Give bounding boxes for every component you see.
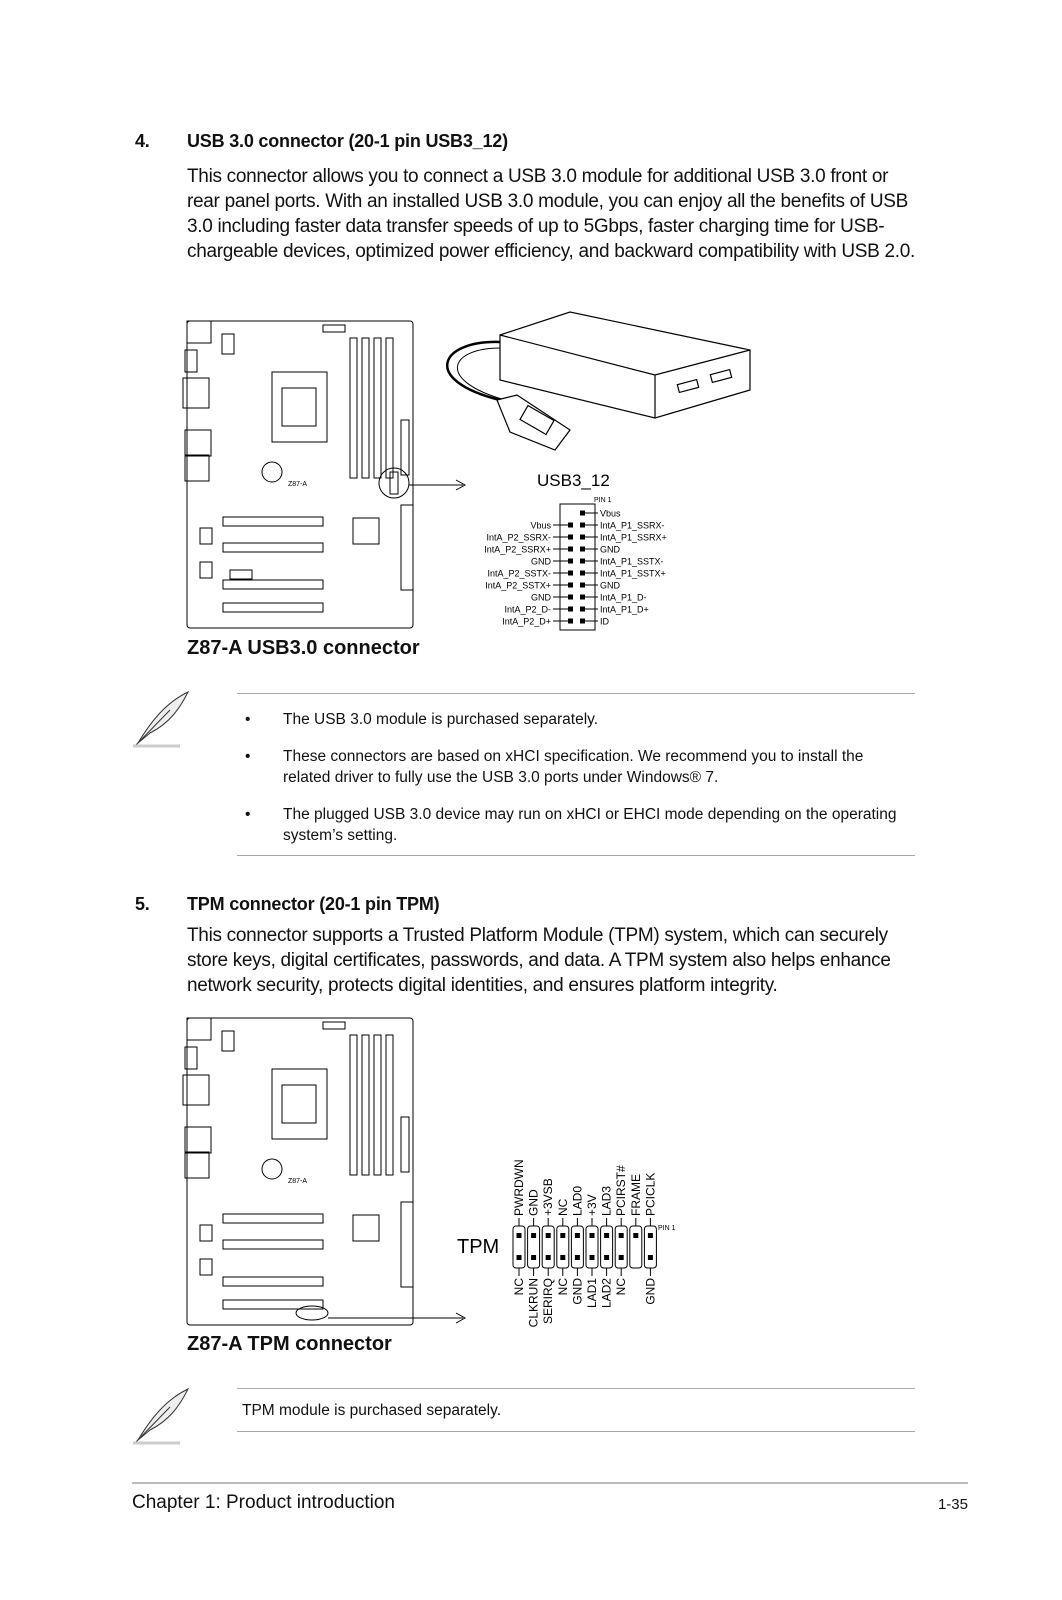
pin: [568, 559, 573, 564]
pin: [619, 1255, 624, 1260]
pin: [575, 1255, 580, 1260]
feather-note-icon: [130, 688, 190, 750]
pin-pair: [586, 1226, 598, 1268]
pin-pair: [644, 1226, 656, 1268]
pin: [517, 1233, 522, 1238]
pin: [633, 1233, 638, 1238]
pin: [568, 619, 573, 624]
pin: [648, 1233, 653, 1238]
feather-note-icon: [130, 1385, 190, 1447]
pin-label-right: IntA_P1_SSTX+: [600, 568, 666, 579]
footer: [132, 1482, 968, 1513]
pin-label-left: GND: [531, 556, 551, 567]
pin-label-left: IntA_P2_D+: [502, 616, 551, 627]
pin: [568, 583, 573, 588]
tpm-caption: Z87-A TPM connector: [187, 1333, 392, 1355]
motherboard-drawing: [183, 1018, 413, 1325]
pin-label-left: Vbus: [530, 520, 551, 531]
pin-label-bottom: GND: [643, 1278, 658, 1305]
pin-pair: [630, 1226, 642, 1268]
pin-label-bottom: SERIRQ: [541, 1278, 556, 1325]
pin: [560, 1255, 565, 1260]
pin: [546, 1233, 551, 1238]
pin-label-bottom: NC: [555, 1278, 570, 1296]
section-title: TPM connector (20-1 pin TPM): [187, 894, 440, 914]
pin: [560, 1233, 565, 1238]
pin: [531, 1255, 536, 1260]
tpm-diagram: [0, 1000, 1062, 1340]
connector-name: TPM: [457, 1236, 500, 1258]
pin-label-left: IntA_P2_SSRX+: [484, 544, 551, 555]
pin-label-left: IntA_P2_D-: [504, 604, 551, 615]
note-item: • The USB 3.0 module is purchased separately.: [245, 711, 599, 728]
pin-pair: [601, 1226, 613, 1268]
usb3-header: [560, 504, 595, 630]
pin: [580, 595, 585, 600]
section-title: USB 3.0 connector (20-1 pin USB3_12): [187, 131, 508, 151]
pin: [568, 571, 573, 576]
pin1-label: PIN 1: [658, 1225, 676, 1232]
pin-label-left: IntA_P2_SSRX-: [486, 532, 551, 543]
pin-label-top: LAD0: [570, 1185, 585, 1216]
pin: [575, 1233, 580, 1238]
pin-pair: [513, 1226, 525, 1268]
pin-label-right: ID: [600, 616, 609, 627]
pin: [580, 523, 585, 528]
page-number: 1-35: [937, 1496, 968, 1513]
pin-label-left: IntA_P2_SSTX+: [485, 580, 551, 591]
pin: [568, 547, 573, 552]
pin-label-left: GND: [531, 592, 551, 603]
pin-label-right: IntA_P1_SSRX-: [600, 520, 665, 531]
pin: [604, 1255, 609, 1260]
pin-label-bottom: NC: [512, 1278, 526, 1296]
pin: [580, 583, 585, 588]
board-label: Z87-A: [288, 1178, 308, 1185]
pin-label-right: IntA_P1_D+: [600, 604, 649, 615]
note-item: • The plugged USB 3.0 device may run on xHCI or EHCI mode depending on the operating system’s setting.: [245, 806, 897, 844]
pin: [580, 511, 585, 516]
usb3-notes: [237, 693, 915, 856]
pin-label-top: PWRDWN: [512, 1159, 526, 1216]
pin: [517, 1255, 522, 1260]
pin-label-bottom: CLKRUN: [526, 1278, 541, 1328]
pin-label-bottom: NC: [614, 1278, 629, 1296]
section-number: 4.: [135, 131, 150, 151]
pin: [619, 1233, 624, 1238]
pin-label-bottom: LAD1: [585, 1278, 599, 1309]
pin-pair: [528, 1226, 540, 1268]
motherboard-drawing: [183, 321, 413, 628]
pin-pair: [557, 1226, 569, 1268]
pin: [568, 523, 573, 528]
pin1-label: PIN 1: [594, 497, 612, 504]
pin-pair: [542, 1226, 554, 1268]
pin: [568, 607, 573, 612]
footer-chapter: Chapter 1: Product introduction: [132, 1492, 395, 1513]
note-item: • These connectors are based on xHCI specification. We recommend you to install the related driver to fully use the USB 3.0 ports under Windows® 7.: [245, 748, 864, 786]
usb3-diagram: [0, 300, 1062, 640]
pin: [580, 547, 585, 552]
pin: [648, 1255, 653, 1260]
pin-label-right: IntA_P1_D-: [600, 592, 647, 603]
pin: [580, 571, 585, 576]
pin-label-right: Vbus: [600, 508, 621, 519]
pin-label-top: +3VSB: [541, 1178, 556, 1216]
pin: [590, 1255, 595, 1260]
pin: [604, 1233, 609, 1238]
pin-pair: [571, 1226, 583, 1268]
pin-label-top: PCICLK: [643, 1172, 658, 1216]
usb3-module-drawing: [447, 312, 750, 450]
pin-label-left: IntA_P2_SSTX-: [487, 568, 551, 579]
section-body: This connector allows you to connect a USB 3.0 module for additional USB 3.0 front or rear panel ports. With an installed USB 3.0 module, you can enjoy all the benefits of USB 3.0 including faster data transfer speeds of up to 5Gbps, faster charging time for USB-chargeable devices, optimized power efficiency, and backward compatibility with USB 2.0.: [187, 166, 915, 262]
pin: [580, 607, 585, 612]
pin-label-top: PCIRST#: [614, 1165, 629, 1216]
pin-label-top: NC: [555, 1198, 570, 1216]
pin: [531, 1233, 536, 1238]
connector-name: USB3_12: [537, 471, 610, 490]
pin: [568, 535, 573, 540]
section-number: 5.: [135, 894, 150, 914]
pin-label-top: +3V: [585, 1194, 599, 1216]
pin-label-bottom: GND: [570, 1278, 585, 1305]
pin: [580, 619, 585, 624]
pin-label-top: GND: [526, 1189, 541, 1216]
pin-label-right: GND: [600, 544, 620, 555]
tpm-note: TPM module is purchased separately.: [237, 1388, 915, 1432]
pin-label-right: IntA_P1_SSTX-: [600, 556, 664, 567]
pin-label-top: FRAME: [628, 1174, 643, 1216]
pin-label-right: GND: [600, 580, 620, 591]
pin-label-right: IntA_P1_SSRX+: [600, 532, 667, 543]
pin: [546, 1255, 551, 1260]
pin-label-top: LAD3: [599, 1185, 614, 1216]
usb3-caption: Z87-A USB3.0 connector: [187, 637, 420, 659]
section-body: This connector supports a Trusted Platform Module (TPM) system, which can securely store keys, digital certificates, passwords, and data. A TPM system also helps enhance network security, protects digital identities, and ensures platform integrity.: [187, 925, 891, 996]
pin: [590, 1233, 595, 1238]
pin: [568, 595, 573, 600]
pin: [580, 559, 585, 564]
board-label: Z87-A: [288, 481, 308, 488]
pin-label-bottom: LAD2: [599, 1278, 614, 1309]
pin-pair: [615, 1226, 627, 1268]
pin: [580, 535, 585, 540]
